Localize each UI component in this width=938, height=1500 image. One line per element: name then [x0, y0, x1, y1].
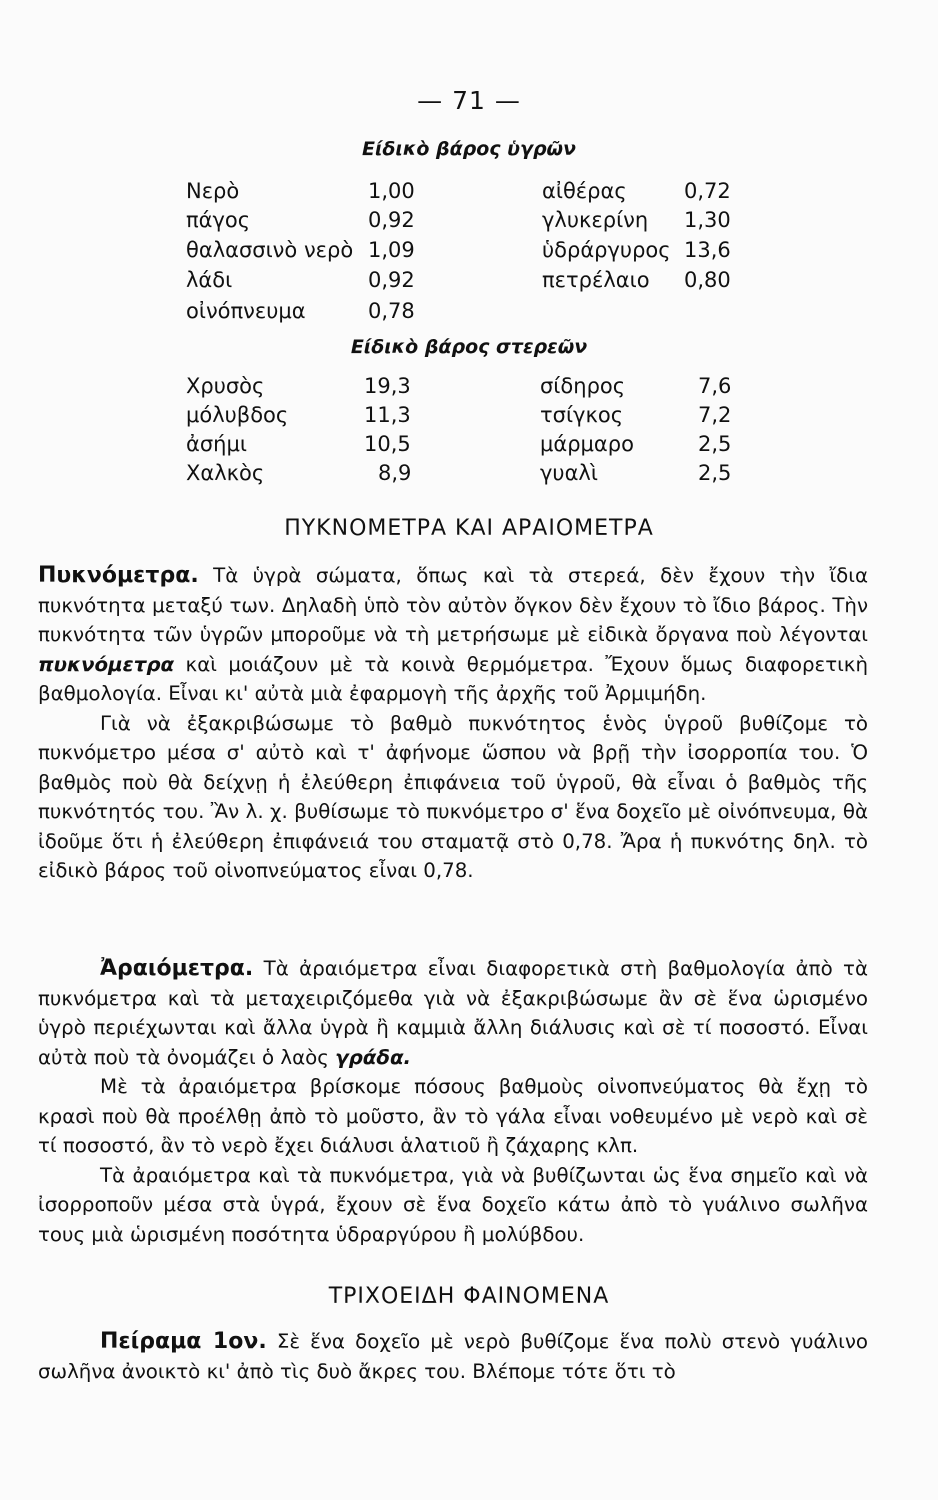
substance-name: ὑδράργυρος: [542, 238, 671, 262]
density-value: 0,78: [368, 299, 415, 323]
density-value: 13,6: [684, 238, 731, 262]
substance-name: πάγος: [186, 208, 251, 232]
paragraph-pyknometra: [38, 561, 868, 709]
substance-name: αἰθέρας: [542, 179, 627, 203]
substance-name: πετρέλαιο: [542, 268, 650, 292]
density-value: 8,9: [378, 461, 412, 485]
term-pyknometra: Πυκνόμετρα.: [38, 563, 199, 588]
substance-name: ἀσήμι: [186, 432, 247, 456]
term-araiometra: Ἀραιόμετρα.: [100, 956, 254, 981]
section-heading-capillary: ΤΡΙΧΟΕΙΔΗ ΦΑΙΝΟΜΕΝΑ: [328, 1284, 610, 1309]
substance-name: μόλυβδος: [186, 403, 289, 427]
paragraph-araiometra-uses: Μὲ τὰ ἀραιόμετρα βρίσκομε πόσους βαθμοὺς οἰνοπνεύματος θὰ ἔχῃ τὸ κρασὶ ποὺ θὰ προέλθῃ ἀπὸ τὸ μοῦστο, ἂν τὸ γάλα εἶναι νοθευμένο μὲ νερὸ καὶ σὲ τί ποσοστό, ἂν τὸ νερὸ ἔχει διάλυσι ἁλατιοῦ ἢ ζάχαρης κλπ.: [38, 1075, 868, 1157]
section-body-araiometra: [38, 954, 868, 1249]
substance-name: σίδηρος: [540, 374, 626, 398]
section-body-capillary: [38, 1327, 868, 1386]
substance-name: Χρυσὸς: [186, 374, 265, 398]
substance-name: θαλασσινὸ νερὸ: [186, 238, 354, 262]
substance-name: Νερὸ: [186, 179, 240, 203]
density-value: 19,3: [364, 374, 411, 398]
density-value: 1,09: [368, 238, 415, 262]
substance-name: οἰνόπνευμα: [186, 299, 306, 323]
paragraph-text: Σὲ ἕνα δοχεῖο μὲ νερὸ βυθίζομε ἕνα πολὺ στενὸ γυάλινο σωλῆνα ἀνοικτὸ κι' ἀπὸ τὶς δυὸ ἄκρες του. Βλέπομε τότε ὅτι τὸ: [38, 1330, 868, 1383]
density-value: 1,30: [684, 208, 731, 232]
density-value: 2,5: [698, 432, 732, 456]
liquids-table-title: Είδικὸ βάρος ὑγρῶν: [361, 138, 577, 160]
substance-name: Χαλκὸς: [186, 461, 265, 485]
paragraph-text: Τὰ ἀραιόμετρα εἶναι διαφορετικὰ στὴ βαθμολογία ἀπὸ τὰ πυκνόμετρα καὶ τὰ μεταχειριζόμεθα γιὰ νὰ ἐξακριβώσωμε ἂν σὲ ἕνα ὡρισμένο ὑγρὸ περιέχωνται καὶ ἄλλα ὑγρὰ ἢ καμμιὰ ἄλλη διάλυσις καὶ σὲ τί ποσοστό. Εἶναι αὐτὰ ποὺ τὰ ὀνομάζει ὁ λαὸς: [38, 957, 868, 1069]
substance-name: μάρμαρο: [540, 432, 634, 456]
density-value: 11,3: [364, 403, 411, 427]
density-value: 0,92: [368, 268, 415, 292]
density-value: 0,92: [368, 208, 415, 232]
density-value: 0,80: [684, 268, 731, 292]
density-value: 7,2: [698, 403, 732, 427]
section-heading-pyknometra: ΠΥΚΝΟΜΕΤΡΑ ΚΑΙ ΑΡΑΙΟΜΕΤΡΑ: [284, 516, 654, 541]
substance-name: γυαλὶ: [540, 461, 598, 485]
page-number: — 71 —: [417, 86, 521, 115]
substance-name: γλυκερίνη: [542, 208, 649, 232]
substance-name: τσίγκος: [540, 403, 624, 427]
paragraph-mercury-weight: Τὰ ἀραιόμετρα καὶ τὰ πυκνόμετρα, γιὰ νὰ βυθίζωνται ὡς ἕνα σημεῖο καὶ νὰ ἰσορροποῦν μέσα στὰ ὑγρά, ἔχουν σὲ ἕνα δοχεῖο κάτω ἀπὸ τὸ γυάλινο σωλῆνα τους μιὰ ὡρισμένη ποσότητα ὑδραργύρου ἢ μολύβδου.: [38, 1163, 868, 1246]
term-experiment-1: Πείραμα 1ον.: [100, 1329, 267, 1354]
substance-name: λάδι: [186, 268, 233, 292]
density-value: 0,72: [684, 179, 731, 203]
italic-term: γράδα.: [335, 1045, 412, 1069]
density-value: 2,5: [698, 461, 732, 485]
density-value: 10,5: [364, 432, 411, 456]
solids-table-title: Είδικὸ βάρος στερεῶν: [350, 336, 588, 358]
italic-term: πυκνόμετρα: [38, 652, 175, 676]
paragraph-araiometra: [38, 954, 868, 1072]
paragraph-density-measure: Γιὰ νὰ ἐξακριβώσωμε τὸ βαθμὸ πυκνότητος ἑνὸς ὑγροῦ βυθίζομε τὸ πυκνόμετρο μέσα σ' αὐτὸ καὶ τ' ἀφήνομε ὥσπου νὰ βρῇ τὴν ἰσορροπία του. Ὁ βαθμὸς ποὺ θὰ δείχνῃ ἡ ἐλεύθερη ἐπιφάνεια τοῦ ὑγροῦ, θὰ εἶναι ὁ βαθμὸς τῆς πυκνότητός του. Ἂν λ. χ. βυθίσωμε τὸ πυκνόμετρο σ' ἕνα δοχεῖο μὲ οἰνόπνευμα, θὰ ἰδοῦμε ὅτι ἡ ἐλεύθερη ἐπιφάνειά του σταματᾷ στὸ 0,78. Ἄρα ἡ πυκνότης δηλ. τὸ εἰδικὸ βάρος τοῦ οἰνοπνεύματος εἶναι 0,78.: [38, 711, 868, 882]
paragraph-experiment-1: [38, 1327, 868, 1386]
section-body-pyknometra: [38, 561, 868, 886]
paragraph-text: καὶ μοιάζουν μὲ τὰ κοινὰ θερμόμετρα. Ἔχουν ὅμως διαφορετικὴ βαθμολογία. Εἶναι κι' αὐτὰ μιὰ ἐφαρμογὴ τῆς ἀρχῆς τοῦ Ἀρμιμήδη.: [38, 652, 868, 705]
density-value: 1,00: [368, 179, 415, 203]
density-value: 7,6: [698, 374, 732, 398]
paragraph-text: Τὰ ὑγρὰ σώματα, ὅπως καὶ τὰ στερεά, δὲν ἔχουν τὴν ἴδια πυκνότητα μεταξύ των. Δηλαδὴ ὑπὸ τὸν αὐτὸν ὄγκον δὲν ἔχουν τὸ ἴδιο βάρος. Τὴν πυκνότητα τῶν ὑγρῶν μποροῦμε νὰ τὴ μετρήσωμε μὲ εἰδικὰ ὄργανα ποὺ λέγονται: [38, 564, 868, 646]
